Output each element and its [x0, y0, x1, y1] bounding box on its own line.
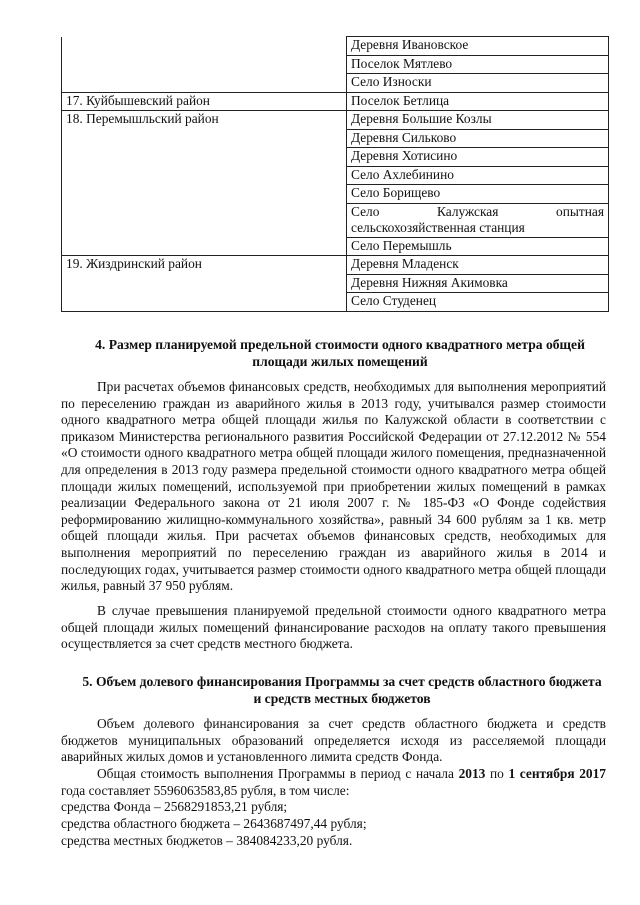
section-4-paragraph-2 [61, 603, 606, 653]
section-5-date-end: 1 сентября 2017 [508, 766, 606, 781]
section-5-year-start: 2013 [458, 766, 486, 781]
settlement-cell: Поселок Бетлица [347, 92, 609, 111]
section-5-paragraph-2 [61, 766, 606, 799]
settlement-cell: Деревня Большие Козлы [347, 111, 609, 130]
district-cell [62, 129, 347, 148]
table-row [62, 166, 609, 185]
settlements-table [61, 36, 609, 312]
district-cell [62, 148, 347, 167]
settlement-cell: Деревня Ивановское [347, 37, 609, 56]
district-cell [62, 185, 347, 204]
settlement-cell: Село Студенец [347, 293, 609, 312]
regional-budget-line: средства областного бюджета – 2643687497,44 рубля; [61, 816, 367, 831]
district-cell: 19. Жиздринский район [62, 256, 347, 275]
section-5-heading [62, 674, 622, 707]
table-row [62, 129, 609, 148]
section-4-paragraph-1 [61, 379, 606, 595]
table-row [62, 293, 609, 312]
table-row [62, 111, 609, 130]
section-4-heading-line1: 4. Размер планируемой предельной стоимости одного квадратного метра общей [95, 337, 585, 352]
settlement-cell: Деревня Сильково [347, 129, 609, 148]
settlement-cell: Деревня Нижняя Акимовка [347, 274, 609, 293]
local-budget-line: средства местных бюджетов – 384084233,20 рубля. [61, 833, 353, 848]
district-cell [62, 166, 347, 185]
settlements-table-body [62, 37, 609, 312]
section-5-paragraph-1-text: Объем долевого финансирования за счет средств областного бюджета и средств бюджетов муниципальных образований определяется исходя из расселяемой площади аварийных жилых домов и установленного лимита средств Фонда. [61, 716, 606, 765]
settlement-cell: Село Ахлебинино [347, 166, 609, 185]
section-4-paragraph-2-text: В случае превышения планируемой предельной стоимости одного квадратного метра общей площади жилых помещений финансирование расходов на оплату такого превышения осуществляется за счет средств местного бюджета. [61, 603, 606, 652]
section-5-heading-line2: и средств местных бюджетов [253, 690, 431, 706]
section-5-heading-line1: 5. Объем долевого финансирования Программы за счет средств областного бюджета [82, 674, 602, 689]
table-row [62, 148, 609, 167]
settlement-cell: Село Износки [347, 74, 609, 93]
settlement-cell: Деревня Хотисино [347, 148, 609, 167]
district-cell [62, 274, 347, 293]
table-row [62, 203, 609, 237]
settlement-line-1: Село Калужская опытная [351, 203, 604, 219]
district-cell: 17. Куйбышевский район [62, 92, 347, 111]
district-cell [62, 74, 347, 93]
district-cell [62, 237, 347, 256]
table-row [62, 256, 609, 275]
table-row [62, 185, 609, 204]
district-cell [62, 55, 347, 74]
table-row [62, 37, 609, 56]
district-cell [62, 203, 347, 237]
section-4-paragraph-1-text: При расчетах объемов финансовых средств, необходимых для выполнения мероприятий по переселению граждан из аварийного жилья в 2013 году, учитывался размер стоимости одного квадратного метра общей площади жилья по Калужской области в соответствии с приказом Министерства регионального развития Российской Федерации от 27.12.2012 № 554 «О стоимости одного квадратного метра общей площади жилого помещения, предназначенной для определения в 2013 году размера предельной стоимости одного квадратного метра общей площади жилых помещений, используемой при приобретении жилых помещений в рамках реализации Федерального закона от 21 июля 2007 г. № 185-ФЗ «О Фонде содействия реформированию жилищно-коммунального хозяйства», равный 34 600 рублям за 1 кв. метр общей площади жилья. При расчетах объемов финансовых средств, необходимых для выполнения мероприятий по переселению граждан из аварийного жилья в 2014 и последующих годах, учитывается размер стоимости одного квадратного метра общей площади жилья, равный 37 950 рублям. [61, 379, 606, 594]
fund-amount-line: средства Фонда – 2568291853,21 рубля; [61, 799, 288, 814]
settlement-line-2: сельскохозяйственная станция [351, 220, 525, 236]
settlement-cell: Село Перемышль [347, 237, 609, 256]
section-5-paragraph-2-pre: Общая стоимость выполнения Программы в период с начала [97, 766, 459, 781]
table-row [62, 55, 609, 74]
settlement-cell [347, 203, 609, 237]
table-row [62, 237, 609, 256]
table-row [62, 92, 609, 111]
section-5-paragraph-1 [61, 716, 606, 766]
table-row [62, 74, 609, 93]
section-5-paragraph-2-post: года составляет 5596063583,85 рубля, в том числе: [61, 782, 350, 798]
section-5-paragraph-2-mid: по [485, 766, 509, 781]
section-4-heading [70, 337, 610, 370]
district-cell [62, 293, 347, 312]
settlement-cell: Деревня Младенск [347, 256, 609, 275]
table-row [62, 274, 609, 293]
section-4-heading-line2: площади жилых помещений [252, 353, 428, 369]
district-cell: 18. Перемышльский район [62, 111, 347, 130]
settlement-cell: Село Борищево [347, 185, 609, 204]
settlement-cell: Поселок Мятлево [347, 55, 609, 74]
district-cell [62, 37, 347, 56]
